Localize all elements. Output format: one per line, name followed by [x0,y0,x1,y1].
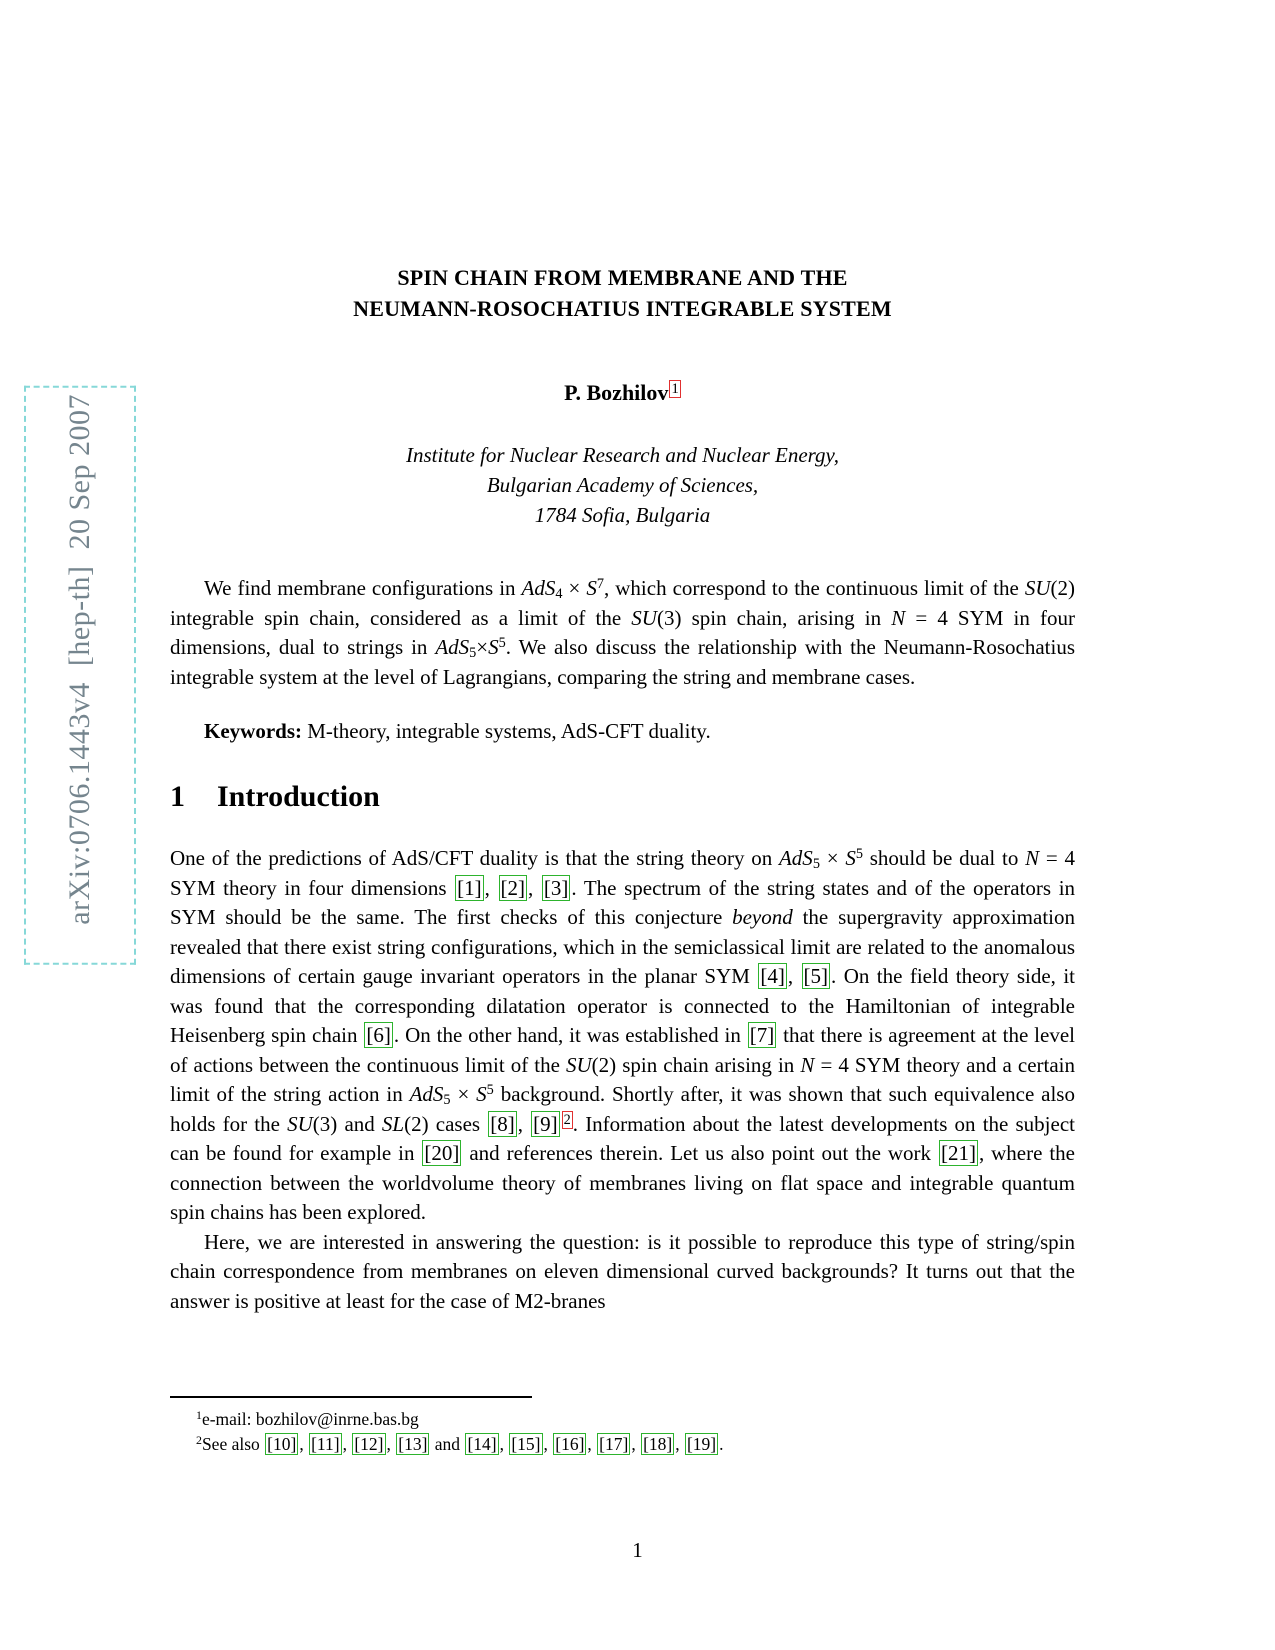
emphasis-text: S [488,635,499,659]
section-title: Introduction [217,780,380,813]
emphasis-text: SL [381,1111,405,1136]
text-run: . The spectrum of the string states and of the operators in SYM should be the same. The first checks of this conjecture [170,875,1076,929]
text-run: , [499,1434,509,1454]
text-run: × [819,846,846,870]
citation-link[interactable]: [7] [749,1023,775,1047]
affiliation-line-1: Institute for Nuclear Research and Nuclear Energy, [406,443,839,467]
text-run: = 4 SYM in four dimensions, dual to strings in [170,605,1075,659]
text-run: (2) integrable spin chain, considered as a limit of the [170,576,1075,630]
citation-link[interactable]: [8] [490,1111,515,1136]
text-run: , [517,1111,531,1136]
arxiv-watermark-text: arXiv:0706.1443v4 [hep-th] 20 Sep 2007 [63,394,96,925]
citation-link[interactable]: [10] [267,1434,297,1454]
citation-link[interactable]: [17] [599,1434,629,1454]
text-run: e-mail: bozhilov@inrne.bas.bg [201,1409,419,1429]
text-run: We find membrane configurations in [204,576,522,600]
text-run: = 4 SYM theory in four dimensions [170,846,1075,900]
citation-link[interactable]: [13] [398,1434,428,1454]
emphasis-text: AdS [409,1082,444,1106]
text-run: . [719,1434,724,1454]
affiliation-line-2: Bulgarian Academy of Sciences, [486,473,759,497]
citation-link[interactable]: [20] [424,1141,460,1165]
citation-link[interactable]: [4] [760,964,785,988]
emphasis-text: S [845,846,856,870]
emphasis-text: N [1025,846,1040,870]
emphasis-text: AdS [778,846,813,870]
text-run: , [299,1434,309,1454]
emphasis-text: AdS [435,635,470,659]
section-heading-introduction [170,780,1075,814]
text-run: , [528,875,541,900]
footnote-1 [170,1407,1075,1432]
text-run: 4 [555,586,563,603]
text-run: , [675,1434,684,1454]
text-run: 5 [498,635,506,652]
paper-title-line1: SPIN CHAIN FROM MEMBRANE AND THE [397,265,848,290]
intro-paragraph-1 [170,844,1075,1228]
emphasis-text: N [800,1052,815,1077]
text-run: , [543,1434,553,1454]
citation-link[interactable]: [14] [467,1434,497,1454]
text-run: See also [201,1434,265,1454]
text-run: 1 [196,1408,202,1423]
text-run: , which correspond to the continuous limit of the [604,576,1025,600]
text-run: and references therein. Let us also point out the work [462,1141,938,1165]
text-run: (3) and [312,1111,382,1136]
text-run: 5 [469,645,477,662]
text-run: , [631,1434,641,1454]
text-run: One of the predictions of AdS/CFT duality is that the string theory on [170,846,779,870]
text-run: Here, we are interested in answering the question: is it possible to reproduce this type of string/spin chain correspondence from membranes on eleven dimensional curved backgrounds? It turns out that the answer is positive at least for the case of M2-branes [170,1229,1075,1313]
text-run: 2 [196,1433,202,1448]
citation-link[interactable]: [16] [555,1434,585,1454]
text-run: (2) cases [404,1111,488,1136]
citation-link[interactable]: [15] [511,1434,541,1454]
text-run: × [476,635,489,659]
citation-link[interactable]: [2] [500,875,526,900]
footnote-rule [170,1396,532,1398]
text-run: that there is agreement at the level of actions between the continuous limit of the [170,1023,1075,1077]
page-number: 1 [632,1538,643,1562]
emphasis-text: SU [631,605,657,630]
citation-link[interactable]: [9] [533,1111,558,1136]
citation-link[interactable]: [21] [940,1141,976,1165]
emphasis-text: SU [1024,576,1051,600]
affiliation-line-3: 1784 Sofia, Bulgaria [534,503,711,527]
text-run: 5 [443,1092,451,1109]
paper-title-line2: NEUMANN-ROSOCHATIUS INTEGRABLE SYSTEM [353,296,892,321]
author-name: P. Bozhilov [564,380,669,405]
citation-link[interactable]: [12] [354,1434,384,1454]
text-run: 7 [596,576,604,593]
citation-link[interactable]: [1] [457,875,482,900]
paper-content [170,0,1075,1316]
citation-link[interactable]: [6] [366,1023,391,1047]
citation-link[interactable]: [18] [643,1434,673,1454]
keywords-text: M-theory, integrable systems, AdS-CFT duality. [302,719,711,743]
text-run: should be dual to [862,846,1026,870]
emphasis-text: SU [287,1111,313,1136]
text-run: the supergravity approximation revealed that there exist string configurations, which in the semiclassical limit are related to the anomalous dimensions of certain gauge invariant operators in the planar SYM [170,905,1075,988]
keywords-line [170,719,1075,744]
footnote-block [170,1396,1075,1457]
text-run: (2) spin chain arising in [591,1052,801,1077]
text-run: , [484,875,498,900]
text-run: , where the connection between the worldvolume theory of membranes living on flat space and integrable quantum spin chains has been explored. [170,1141,1075,1224]
citation-link[interactable]: [5] [803,964,829,988]
citation-link[interactable]: [19] [686,1434,717,1454]
text-run: . On the field theory side, it was found that the corresponding dilatation operator is connected to the Hamiltonian of integrable Heisenberg spin chain [170,964,1075,1047]
paper-title [170,262,1075,324]
footnote-ref-link[interactable]: 2 [563,1111,571,1128]
text-run: , [386,1434,396,1454]
text-run: and [430,1434,465,1454]
text-run: , [787,964,801,988]
emphasis-text: beyond [732,905,793,929]
emphasis-text: N [891,605,906,630]
arxiv-watermark-link[interactable] [24,386,136,965]
text-run: . Information about the latest developments on the subject can be found for example in [170,1111,1075,1165]
emphasis-text: S [586,576,597,600]
text-run: 5 [486,1082,494,1099]
text-run: (3) spin chain, arising in [656,605,892,630]
keywords-label: Keywords: [204,719,302,743]
text-run: 5 [812,856,820,873]
section-number: 1 [170,780,185,813]
text-run: × [450,1082,477,1106]
text-run: background. Shortly after, it was shown that such equivalence also holds for the [170,1082,1075,1136]
text-run: . On the other hand, it was established in [393,1023,747,1047]
text-run: . We also discuss the relationship with the Neumann-Rosochatius integrable system at the level of Lagrangians, comparing the string and membrane cases. [170,635,1076,689]
footnote-2 [170,1432,1075,1457]
text-run: = 4 SYM theory and a certain limit of the string action in [170,1052,1076,1106]
emphasis-text: S [476,1082,487,1106]
text-run: 5 [855,846,863,863]
text-run: , [587,1434,597,1454]
text-run: × [562,576,587,600]
emphasis-text: AdS [521,576,556,600]
intro-paragraph-2 [170,1228,1075,1317]
emphasis-text: SU [565,1052,592,1077]
citation-link[interactable]: [11] [311,1434,340,1454]
abstract-paragraph [170,574,1075,692]
text-run: , [342,1434,352,1454]
affiliation [170,440,1075,530]
author-line [170,380,1075,406]
citation-link[interactable]: [3] [543,875,569,900]
author-footnote-link[interactable]: 1 [671,380,679,397]
